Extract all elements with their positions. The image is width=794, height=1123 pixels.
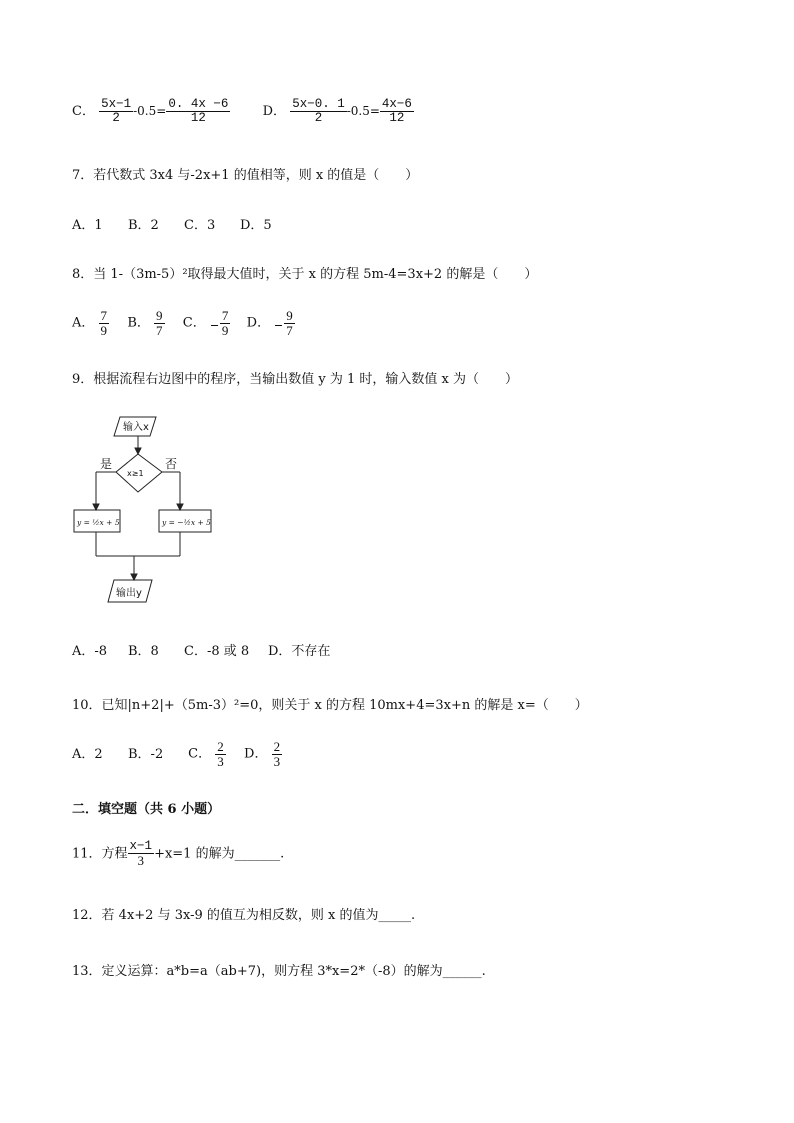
flow-left-formula: y = ½x + 5 <box>77 518 120 527</box>
q6-d-fraction-1 <box>290 98 347 125</box>
q7-text: 7．若代数式 3x4 与-2x+1 的值相等，则 x 的值是（ ） <box>72 168 419 183</box>
q6-c-fraction-1 <box>99 98 133 125</box>
denominator: 7 <box>286 322 293 338</box>
q8-d-negative <box>284 308 295 338</box>
q10-text: 10．已知|n+2|+（5m-3）²=0，则关于 x 的方程 10mx+4=3x+n 的解是 x=（ ） <box>72 698 588 713</box>
denominator: 7 <box>156 322 163 338</box>
q11 <box>72 840 284 868</box>
q10-d-fraction <box>272 740 283 768</box>
numerator: x−1 <box>129 839 153 853</box>
numerator: 0. 4x −6 <box>168 97 229 111</box>
q6-d-fraction-2 <box>380 98 414 125</box>
q10-c-fraction <box>215 740 226 768</box>
numerator: 5x−0. 1 <box>292 97 345 111</box>
q8-a-fraction <box>99 309 110 337</box>
q8-option-a-label: A． <box>72 315 95 331</box>
numerator: 5x−1 <box>101 97 132 111</box>
q8-c-fraction <box>220 309 231 337</box>
denominator: 2 <box>112 111 120 126</box>
flow-right-formula: y = −½x + 5 <box>162 518 211 527</box>
flow-no-label: 否 <box>165 457 178 471</box>
q7-option-a: A．1 <box>72 218 103 233</box>
denominator: 3 <box>273 753 281 769</box>
q11-suffix: +x=1 的解为_______. <box>154 846 285 862</box>
numerator: 2 <box>217 739 224 754</box>
denominator: 9 <box>221 322 229 338</box>
q10-option-b: B．-2 <box>128 746 164 762</box>
minus-sign <box>211 325 218 326</box>
denominator: 9 <box>100 322 108 338</box>
numerator: 9 <box>286 308 293 323</box>
q7-option-b: B．2 <box>128 218 159 233</box>
q6-option-c-label: C． <box>72 104 95 120</box>
q8-text: 8．当 1-（3m-5）²取得最大值时，关于 x 的方程 5m-4=3x+2 的解是（ ） <box>72 267 538 282</box>
q8-d-fraction <box>284 309 295 337</box>
denominator: 12 <box>389 111 405 126</box>
q9-option-a: A．-8 <box>72 644 108 659</box>
q6-option-d-label: D． <box>262 104 287 120</box>
q7-options <box>72 214 272 233</box>
minus-sign <box>275 325 282 326</box>
q12-text: 12．若 4x+2 与 3x-9 的值互为相反数，则 x 的值为_____. <box>72 908 416 923</box>
q9-options <box>72 640 330 659</box>
q9-option-d: D．不存在 <box>268 644 331 659</box>
q9-text: 9．根据流程右边图中的程序，当输出数值 y 为 1 时，输入数值 x 为（ ） <box>72 372 519 387</box>
q13-text: 13．定义运算：a*b=a（ab+7)，则方程 3*x=2*（-8）的解为______. <box>72 964 486 979</box>
q8-option-c-label: C． <box>182 315 206 331</box>
flow-yes-label: 是 <box>100 457 113 471</box>
flow-input-label: 输入x <box>123 422 149 433</box>
q11-prefix: 11．方程 <box>72 846 128 862</box>
q10-option-a: A．2 <box>72 746 103 762</box>
q8-options <box>72 309 295 337</box>
denominator: 3 <box>137 853 145 869</box>
q8-b-fraction <box>154 309 165 337</box>
q8-option-b-label: B． <box>127 315 150 331</box>
q6-c-middle: -0.5= <box>133 104 167 119</box>
q9-option-b: B．8 <box>128 644 159 659</box>
flow-condition-label: x≥1 <box>127 469 144 478</box>
q9-option-c: C．-8 或 8 <box>184 644 250 659</box>
q7-option-c: C．3 <box>184 218 216 233</box>
q6-c-fraction-2 <box>166 98 230 125</box>
q10-option-c-label: C． <box>188 746 212 762</box>
numerator: 2 <box>273 739 281 754</box>
flow-output-label: 输出y <box>116 588 142 599</box>
section-2-title: 二．填空题（共 6 小题） <box>72 802 221 817</box>
q11-fraction <box>128 840 155 868</box>
denominator: 2 <box>314 111 323 126</box>
numerator: 7 <box>100 308 108 323</box>
q8-c-negative <box>220 308 231 338</box>
q10-options <box>72 740 282 768</box>
q8-option-d-label: D． <box>246 315 271 331</box>
q10-option-d-label: D． <box>244 746 268 762</box>
numerator: 7 <box>221 308 229 323</box>
denominator: 3 <box>217 753 224 769</box>
denominator: 12 <box>190 111 206 126</box>
q9-flowchart <box>70 410 230 610</box>
q6-options <box>72 98 414 125</box>
numerator: 4x−6 <box>381 97 412 111</box>
q7-option-d: D．5 <box>240 218 272 233</box>
q6-d-middle: -0.5= <box>346 104 380 119</box>
numerator: 9 <box>156 308 163 323</box>
